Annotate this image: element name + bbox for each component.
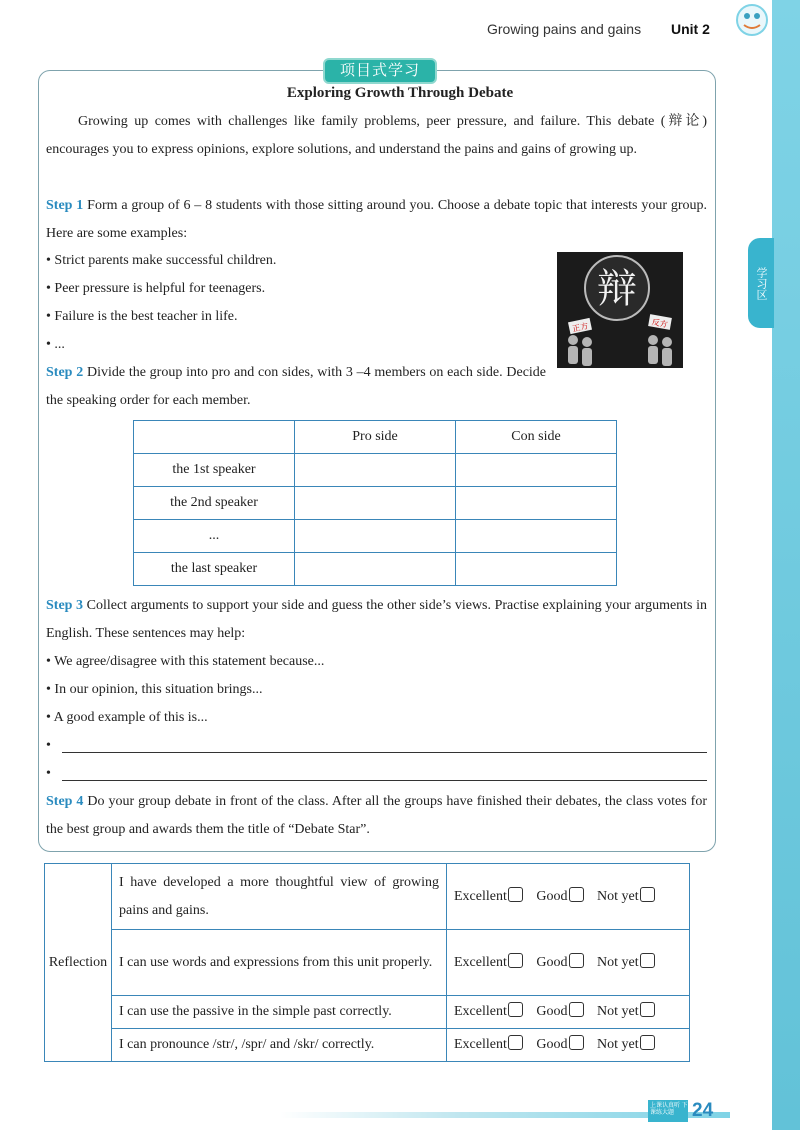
bullet: • [46,738,51,753]
debate-illustration [557,252,683,368]
step2-paragraph [46,359,546,415]
checkbox[interactable] [508,1002,523,1017]
example-item: • ... [46,337,65,352]
example-item: • Peer pressure is helpful for teenagers. [46,281,266,296]
rating-options: Excellent Good Not yet [447,864,690,930]
example-item: • Failure is the best teacher in life. [46,309,238,324]
step2-label: Step 2 [46,365,84,380]
section-banner: 项目式学习 [323,58,437,84]
step1-text: Form a group of 6 – 8 students with those sitting around you. Choose a debate topic that interests your group. Here are some examples: [46,198,708,241]
debate-character: 辩 [597,266,637,312]
step4-text: Do your group debate in front of the class. After all the groups have finished their debates, the class votes for the best group and awards them the title of “Debate Star”. [46,794,708,837]
speaker-table [133,420,617,586]
intro-paragraph: Growing up comes with challenges like family problems, peer pressure, and failure. This debate (辩论) encourages you to express opinions, explore solutions, and understand the pains and gains of growing up. [46,114,707,157]
checkbox[interactable] [569,953,584,968]
table-header-cell: Pro side [295,421,456,454]
speaker-label: the 2nd speaker [134,487,295,520]
reflection-table [44,863,690,1062]
checkbox[interactable] [640,953,655,968]
con-answer-cell[interactable] [456,454,617,487]
mascot-badge-icon [732,2,772,38]
con-answer-cell[interactable] [456,553,617,586]
pro-answer-cell[interactable] [295,454,456,487]
table-row [45,1029,690,1062]
reflection-statement: I can use the passive in the simple past correctly. [112,996,447,1029]
step1-paragraph [46,192,707,248]
pro-answer-cell[interactable] [295,520,456,553]
table-row [134,520,617,553]
table-header-row [134,421,617,454]
checkbox[interactable] [508,887,523,902]
reflection-statement: I can pronounce /str/, /spr/ and /skr/ correctly. [112,1029,447,1062]
bullet: • [46,766,51,781]
con-answer-cell[interactable] [456,487,617,520]
rating-options: Excellent Good Not yet [447,1029,690,1062]
speaker-label: the last speaker [134,553,295,586]
checkbox[interactable] [640,887,655,902]
reflection-statement: I have developed a more thoughtful view of growing pains and gains. [112,864,447,930]
unit-label: Unit 2 [671,21,710,37]
step2-text: Divide the group into pro and con sides, with 3 –4 members on each side. Decide the speaking order for each member. [46,365,547,408]
pro-answer-cell[interactable] [295,487,456,520]
step3-paragraph [46,592,707,648]
table-row [134,454,617,487]
sentence-item: • We agree/disagree with this statement because... [46,654,325,669]
checkbox[interactable] [640,1035,655,1050]
table-row [45,996,690,1029]
reflection-statement: I can use words and expressions from this unit properly. [112,930,447,996]
side-tab-study-zone[interactable] [748,238,774,328]
table-row [134,487,617,520]
example-item: • Strict parents make successful children. [46,253,277,268]
side-decoration-strip [772,0,800,1130]
checkbox[interactable] [569,887,584,902]
side-tab-label: 学习区 [755,266,767,300]
step4-label: Step 4 [46,794,84,809]
table-row [45,930,690,996]
footer-slogan: 上课认真听 下课练大题 [650,1103,688,1116]
checkbox[interactable] [508,1035,523,1050]
pro-answer-cell[interactable] [295,553,456,586]
pro-sign-text: 正方 [571,321,590,334]
answer-line[interactable] [62,780,707,781]
checkbox[interactable] [640,1002,655,1017]
sentence-item: • A good example of this is... [46,710,208,725]
step3-text: Collect arguments to support your side and guess the other side’s views. Practise explaining your arguments in English. These sentences may help: [46,598,707,641]
page-number: 24 [692,1100,714,1121]
table-header-cell: Con side [456,421,617,454]
con-answer-cell[interactable] [456,520,617,553]
table-row [45,864,690,930]
speaker-label: ... [134,520,295,553]
speaker-label: the 1st speaker [134,454,295,487]
table-header-cell [134,421,295,454]
con-sign-text: 反方 [651,317,669,330]
page-title: Exploring Growth Through Debate [286,85,514,101]
step4-paragraph [46,788,707,844]
table-row [134,553,617,586]
step1-label: Step 1 [46,198,84,213]
step3-label: Step 3 [46,598,84,613]
answer-line[interactable] [62,752,707,753]
checkbox[interactable] [569,1002,584,1017]
checkbox[interactable] [508,953,523,968]
checkbox[interactable] [569,1035,584,1050]
rating-options: Excellent Good Not yet [447,930,690,996]
rating-options: Excellent Good Not yet [447,996,690,1029]
running-header-title: Growing pains and gains [487,21,642,37]
reflection-label: Reflection [45,864,112,1062]
sentence-item: • In our opinion, this situation brings... [46,682,263,697]
